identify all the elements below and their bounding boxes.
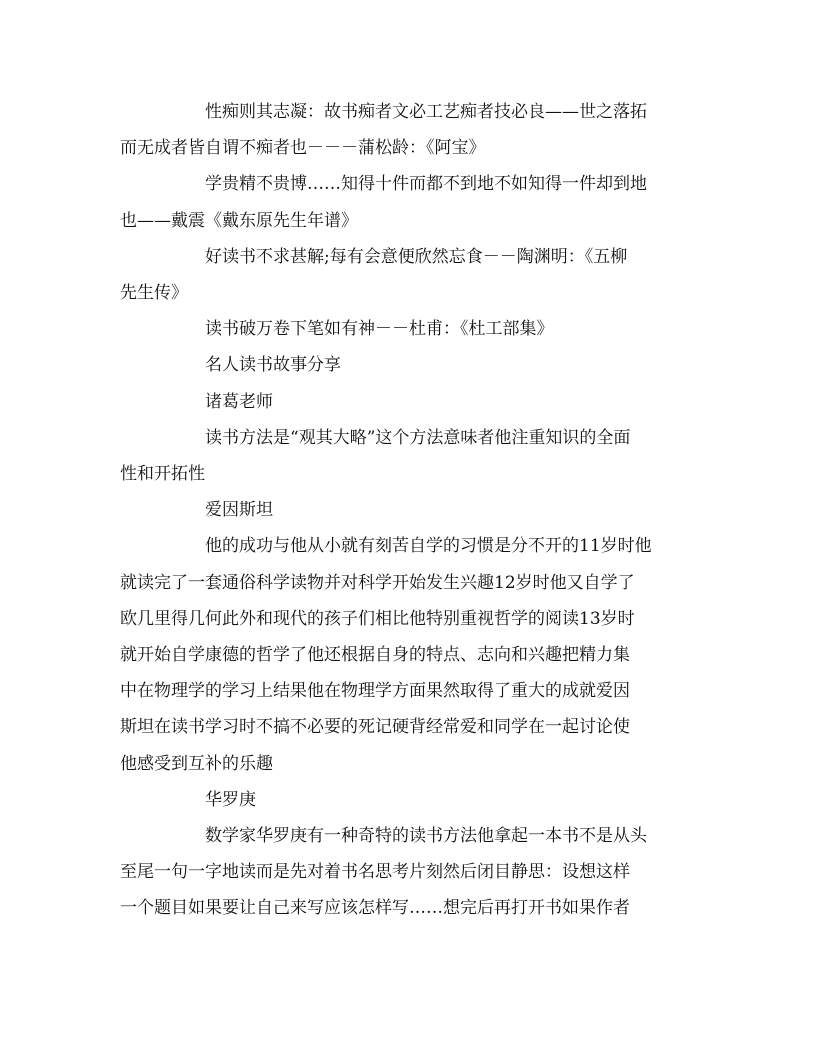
einstein-text-line-6: 斯坦在读书学习时不搞不必要的死记硬背经常爱和同学在一起讨论使 — [120, 717, 630, 738]
quote-line-5: 好读书不求甚解;每有会意便欣然忘食－－陶渊明：《五柳 — [205, 246, 628, 267]
quote-line-6: 先生传》 — [120, 283, 188, 304]
einstein-text-line-5: 中在物理学的学习上结果他在物理学方面果然取得了重大的成就爱因 — [120, 681, 630, 702]
quote-line-7: 读书破万卷下笔如有神－－杜甫：《杜工部集》 — [205, 319, 554, 340]
hua-text-line-1: 数学家华罗庚有一种奇特的读书方法他拿起一本书不是从头 — [205, 826, 647, 847]
zhuge-text-line-1: 读书方法是“观其大略”这个方法意味者他注重知识的全面 — [205, 427, 631, 448]
section-heading: 名人读书故事分享 — [205, 355, 341, 376]
person-heading-einstein: 爱因斯坦 — [205, 500, 273, 521]
einstein-text-line-2: 就读完了一套通俗科学读物并对科学开始发生兴趣12岁时他又自学了 — [120, 572, 635, 593]
hua-text-line-2: 至尾一句一字地读而是先对着书名思考片刻然后闭目静思：设想这样 — [120, 862, 630, 883]
zhuge-text-line-2: 性和开拓性 — [120, 464, 205, 485]
einstein-text-line-4: 就开始自学康德的哲学了他还根据自身的特点、志向和兴趣把精力集 — [120, 645, 630, 666]
einstein-text-line-3: 欧几里得几何此外和现代的孩子们相比他特别重视哲学的阅读13岁时 — [120, 608, 635, 629]
quote-line-4: 也——戴震《戴东原先生年谱》 — [120, 210, 358, 231]
einstein-text-line-7: 他感受到互补的乐趣 — [120, 753, 273, 774]
document-body — [120, 94, 700, 927]
quote-line-3: 学贵精不贵博……知得十件而都不到地不如知得一件却到地 — [205, 174, 647, 195]
person-heading-hualuogeng: 华罗庚 — [205, 789, 256, 810]
hua-text-line-3: 一个题目如果要让自己来写应该怎样写……想完后再打开书如果作者 — [120, 898, 630, 919]
person-heading-zhuge: 诸葛老师 — [205, 391, 273, 412]
einstein-text-line-1: 他的成功与他从小就有刻苦自学的习惯是分不开的11岁时他 — [205, 536, 652, 557]
quote-line-1: 性痴则其志凝：故书痴者文必工艺痴者技必良——世之落拓 — [205, 102, 647, 122]
quote-line-2: 而无成者皆自谓不痴者也－－－蒲松龄：《阿宝》 — [120, 138, 486, 159]
